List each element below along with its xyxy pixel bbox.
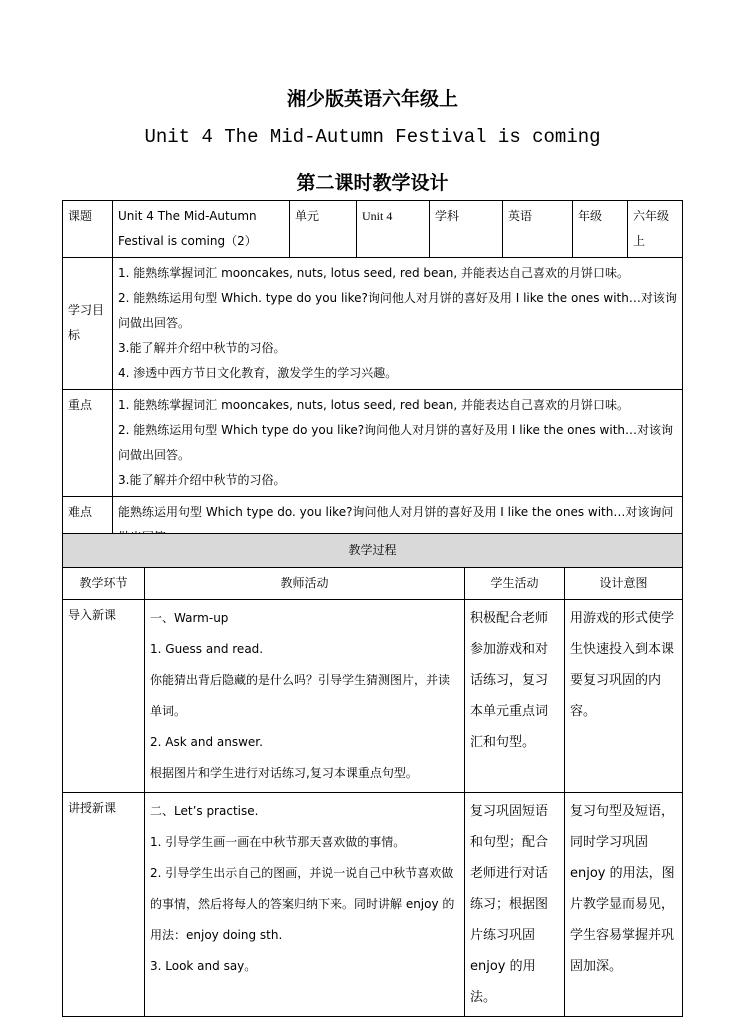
process-heading: 教学过程: [63, 534, 683, 568]
teacher-line: 你能猜出背后隐藏的是什么吗？引导学生猜测图片，并读单词。: [150, 673, 451, 718]
info-row: [63, 201, 683, 258]
teacher-line: 根据图片和学生进行对话练习,复习本课重点句型。: [150, 766, 418, 780]
unit-label: 单元: [290, 201, 357, 258]
stage-cell: 导入新课: [63, 600, 145, 793]
teacher-line: 2. Ask and answer.: [150, 735, 263, 749]
difficult-content: 能熟练运用句型 Which type do. you like?询问他人对月饼的喜好及用 I like the ones with…对该询问: [113, 497, 683, 554]
teacher-activity-cell: [145, 793, 465, 1017]
doc-title: 湘少版英语六年级上: [286, 88, 458, 110]
process-header-row: [63, 568, 683, 600]
design-intent-cell: 复习句型及短语，同时学习巩固 enjoy 的用法，图片教学显而易见，学生容易掌握并巩固加深。: [565, 793, 683, 1017]
key-points-row: [63, 390, 683, 497]
info-table: [62, 200, 683, 554]
teacher-line: 1. Guess and read.: [150, 642, 264, 656]
goals-content: [113, 258, 683, 390]
teacher-line: 1. 引导学生画一画在中秋节那天喜欢做的事情。: [150, 835, 406, 849]
subject-label: 学科: [430, 201, 503, 258]
goal-line: 3.能了解并介绍中秋节的习俗。: [118, 341, 286, 355]
teacher-line: 一、Warm-up: [150, 611, 229, 625]
key-point-line: 3.能了解并介绍中秋节的习俗。: [118, 473, 286, 487]
process-table: [62, 533, 683, 1017]
col-header-stage: 教学环节: [63, 568, 145, 600]
goals-label: 学习目标: [63, 258, 113, 390]
col-header-teacher: 教师活动: [145, 568, 465, 600]
key-point-line: 2. 能熟练运用句型 Which type do you like?询问他人对月饼的喜好及用 I like the ones with…对该询问做出回答。: [118, 423, 674, 462]
design-intent-cell: 用游戏的形式使学生快速投入到本课要复习巩固的内容。: [565, 600, 683, 793]
process-heading-row: [63, 534, 683, 568]
goal-line: 4. 渗透中西方节日文化教育，激发学生的学习兴趣。: [118, 366, 398, 380]
goal-line: 1. 能熟练掌握词汇 mooncakes, nuts, lotus seed, red bean, 并能表达自己喜欢的月饼口味。: [118, 266, 629, 280]
grade-value: 六年级上: [628, 201, 683, 258]
goals-row: [63, 258, 683, 390]
difficult-label: 难点: [63, 497, 113, 554]
subject-value: 英语: [503, 201, 573, 258]
teacher-line: 3. Look and say。: [150, 959, 257, 973]
process-row: [63, 600, 683, 793]
teacher-line: 2. 引导学生出示自己的图画，并说一说自己中秋节喜欢做的事情，然后将每人的答案归纳下来。同时讲解 enjoy 的用法：enjoy doing sth.: [150, 866, 455, 942]
key-point-line: 1. 能熟练掌握词汇 mooncakes, nuts, lotus seed, red bean, 并能表达自己喜欢的月饼口味。: [118, 398, 629, 412]
key-points-content: [113, 390, 683, 497]
col-header-student: 学生活动: [465, 568, 565, 600]
student-activity-cell: 复习巩固短语和句型；配合老师进行对话练习；根据图片练习巩固 enjoy 的用法。: [465, 793, 565, 1017]
stage-cell: 讲授新课: [63, 793, 145, 1017]
topic-label: 课题: [63, 201, 113, 258]
student-activity-cell: 积极配合老师参加游戏和对话练习，复习本单元重点词汇和句型。: [465, 600, 565, 793]
key-points-label: 重点: [63, 390, 113, 497]
teacher-line: 二、Let’s practise.: [150, 804, 259, 818]
lesson-title: 第二课时教学设计: [296, 172, 449, 194]
topic-value: Unit 4 The Mid-Autumn Festival is coming（2）: [113, 201, 290, 258]
teacher-activity-cell: [145, 600, 465, 793]
grade-label: 年级: [573, 201, 628, 258]
col-header-intent: 设计意图: [565, 568, 683, 600]
unit-subtitle: Unit 4 The Mid-Autumn Festival is coming: [144, 126, 601, 148]
process-row: [63, 793, 683, 1017]
unit-value: Unit 4: [357, 201, 430, 258]
goal-line: 2. 能熟练运用句型 Which. type do you like?询问他人对月饼的喜好及用 I like the ones with…对该询问做出回答。: [118, 291, 677, 330]
